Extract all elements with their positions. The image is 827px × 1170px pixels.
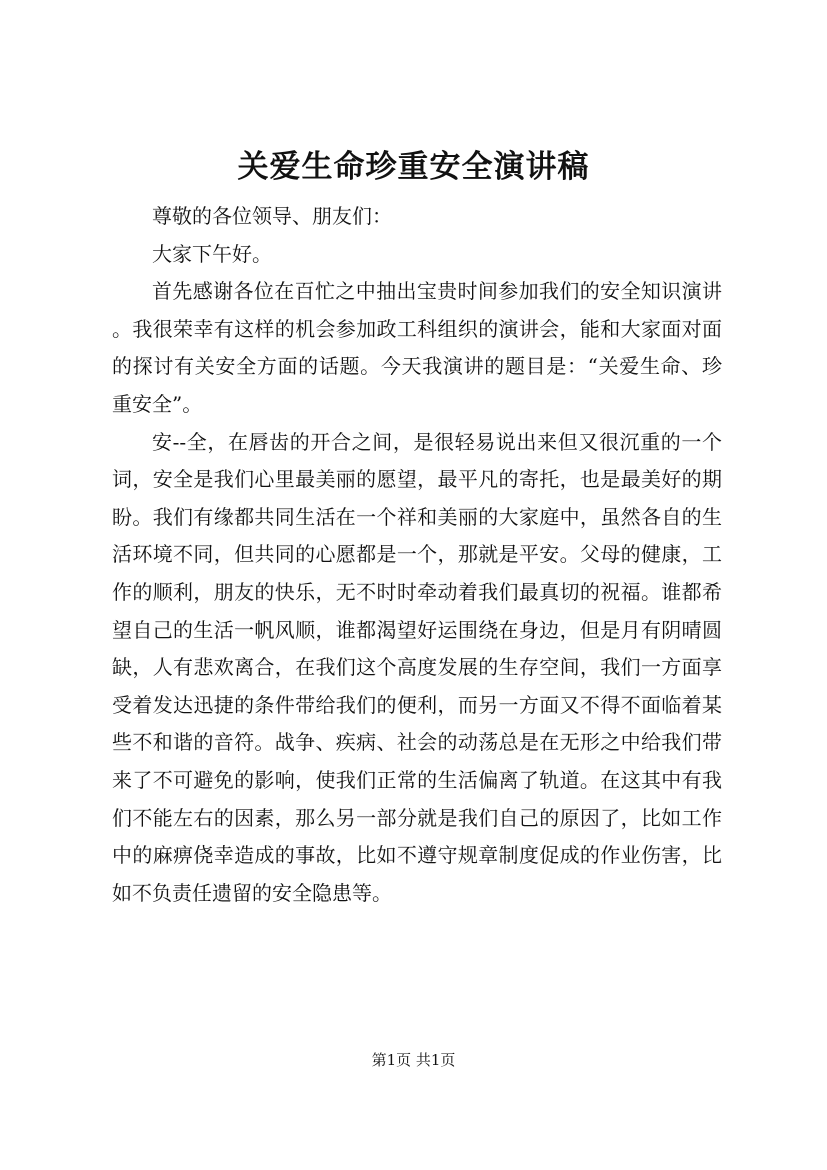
page-footer: 第1页 共1页 xyxy=(371,1051,456,1069)
intro-paragraph: 首先感谢各位在百忙之中抽出宝贵时间参加我们的安全知识演讲。我很荣幸有这样的机会参加政工科组织的演讲会，能和大家面对面的探讨有关安全方面的话题。今天我演讲的题目是：“关爱生命、珍重安全”。 xyxy=(112,279,722,416)
greeting-paragraph: 大家下午好。 xyxy=(152,241,272,266)
document-title: 关爱生命珍重安全演讲稿 xyxy=(237,149,590,185)
salutation-paragraph: 尊敬的各位领导、朋友们： xyxy=(152,204,392,228)
document-body xyxy=(112,198,722,912)
body-paragraph: 安--全，在唇齿的开合之间，是很轻易说出来但又很沉重的一个词，安全是我们心里最美丽的愿望，最平凡的寄托，也是最美好的期盼。我们有缘都共同生活在一个祥和美丽的大家庭中，虽然各自的生活环境不同，但共同的心愿都是一个，那就是平安。父母的健康，工作的顺利，朋友的快乐，无不时时牵动着我们最真切的祝福。谁都希望自己的生活一帆风顺，谁都渴望好运围绕在身边，但是月有阴晴圆缺，人有悲欢离合，在我们这个高度发展的生存空间，我们一方面享受着发达迅捷的条件带给我们的便利，而另一方面又不得不面临着某些不和谐的音符。战争、疾病、社会的动荡总是在无形之中给我们带来了不可避免的影响，使我们正常的生活偏离了轨道。在这其中有我们不能左右的因素，那么另一部分就是我们自己的原因了，比如工作中的麻痹侥幸造成的事故，比如不遵守规章制度促成的作业伤害，比如不负责任遗留的安全隐患等。 xyxy=(112,429,722,905)
